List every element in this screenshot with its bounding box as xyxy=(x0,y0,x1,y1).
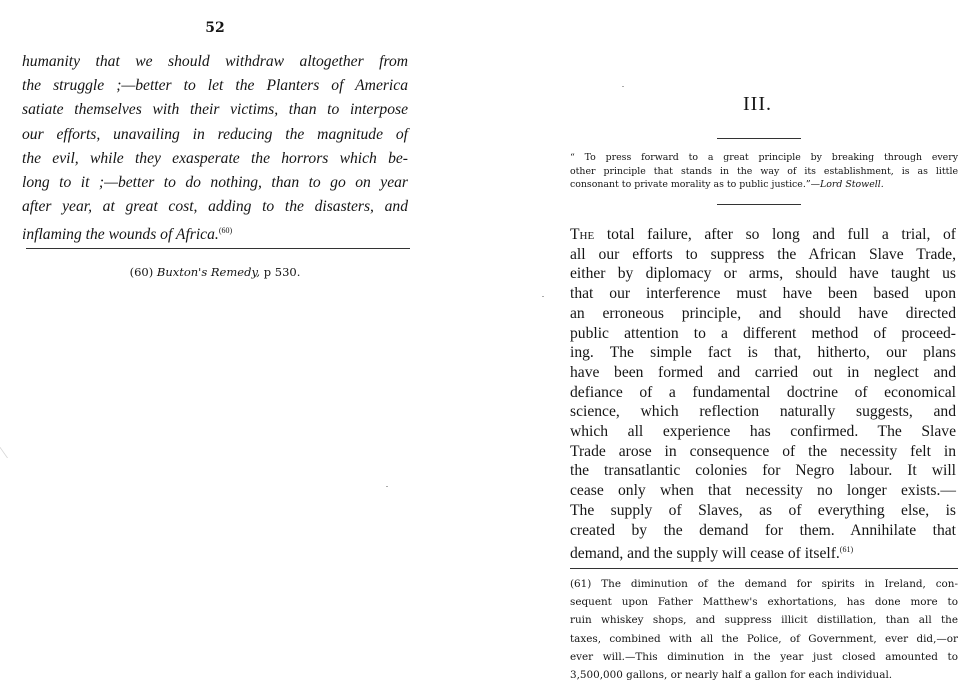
epigraph-line: consonant to private morality as to public justice.”— xyxy=(570,179,821,191)
footnote-61 xyxy=(570,575,958,684)
paper-speck xyxy=(386,486,388,487)
epigraph-rule-bottom xyxy=(717,204,801,205)
text-line: after year, at great cost, adding to the disasters, and xyxy=(22,198,408,216)
footnote-reference: (61) xyxy=(839,545,854,555)
text-line: public attention to a different method of proceed- xyxy=(570,324,956,342)
footnote-line: 3,500,000 gallons, or nearly half a gallon for each individual. xyxy=(570,669,893,682)
text-line: the evil, while they exasperate the horrors which be- xyxy=(22,149,408,167)
epigraph xyxy=(570,151,958,192)
right-page xyxy=(490,0,980,695)
left-body-text xyxy=(22,50,408,248)
text-line: cease only when that necessity no longer exists.— xyxy=(570,482,956,500)
footnote-reference: (60) xyxy=(218,226,233,236)
epigraph-rule-top xyxy=(717,138,801,139)
text-line: all our efforts to suppress the African Slave Trade, xyxy=(570,245,956,263)
text-line: ing. The simple fact is that, hitherto, our plans xyxy=(570,344,956,362)
paper-speck xyxy=(622,86,624,87)
text-line: our efforts, unavailing in reducing the magnitude of xyxy=(22,125,408,143)
text-line: The supply of Slaves, as of everything else, is xyxy=(570,501,956,519)
text-line-last xyxy=(570,540,956,564)
footnote-divider xyxy=(570,568,958,569)
footnote-page: p 530. xyxy=(263,265,301,279)
text-line: total failure, after so long and full a trial, of xyxy=(594,226,956,243)
text-line-first xyxy=(570,225,956,245)
text-line: the struggle ;—better to let the Planters of America xyxy=(22,77,408,95)
text-line: the transatlantic colonies for Negro labour. It will xyxy=(570,462,956,480)
text-line: humanity that we should withdraw altogether from xyxy=(22,53,408,70)
page-number: 52 xyxy=(205,20,225,36)
chapter-heading: III. xyxy=(743,93,772,115)
footnote-line: taxes, combined with all the Police, of Government, ever did,—or xyxy=(570,632,958,645)
text-line-last xyxy=(22,219,408,247)
footnote-line: ever will.—This diminution in the year just closed amounted to xyxy=(570,650,958,663)
epigraph-attribution: Lord Stowell. xyxy=(820,179,884,191)
text-line: Trade arose in consequence of the necessity felt in xyxy=(570,442,956,460)
footnote-line: (61) The diminution of the demand for spirits in Ireland, con- xyxy=(570,578,958,590)
text-line: that our interference must have been based upon xyxy=(570,285,956,303)
right-body-text xyxy=(570,225,956,564)
page-edge-mark xyxy=(0,438,18,458)
text-line: long to it ;—better to do nothing, than to go on year xyxy=(22,174,408,192)
text-line: either by diplomacy or arms, should have taught us xyxy=(570,265,956,283)
text-line: satiate themselves with their victims, than to interpose xyxy=(22,101,408,119)
text-line: an erroneous principle, and should have directed xyxy=(570,304,956,322)
opening-word: The xyxy=(570,226,595,243)
text-line: science, which reflection naturally suggests, and xyxy=(570,403,956,421)
text-line: defiance of a fundamental doctrine of economical xyxy=(570,383,956,401)
epigraph-line-last xyxy=(570,178,958,192)
text-line: which all experience has confirmed. The Slave xyxy=(570,423,956,441)
footnote-line: ruin whiskey shops, and suppress illicit distillation, than all the xyxy=(570,614,958,627)
footnote-number: (60) xyxy=(129,265,154,279)
epigraph-line: “ To press forward to a great principle by breaking through every xyxy=(570,152,958,163)
footnote-divider xyxy=(26,248,410,249)
footnote-60 xyxy=(0,265,430,279)
footnote-line: sequent upon Father Matthew's exhortations, has done more to xyxy=(570,596,958,609)
epigraph-line: other principle that stands in the way of its establishment, is as little xyxy=(570,165,958,177)
footnote-source: Buxton's Remedy, xyxy=(156,265,261,279)
text-line: demand, and the supply will cease of itself. xyxy=(570,545,840,563)
text-line: have been formed and carried out in neglect and xyxy=(570,363,956,381)
paper-speck xyxy=(542,296,544,297)
text-line: created by the demand for them. Annihilate that xyxy=(570,521,956,539)
text-line: inflaming the wounds of Africa. xyxy=(22,226,219,244)
